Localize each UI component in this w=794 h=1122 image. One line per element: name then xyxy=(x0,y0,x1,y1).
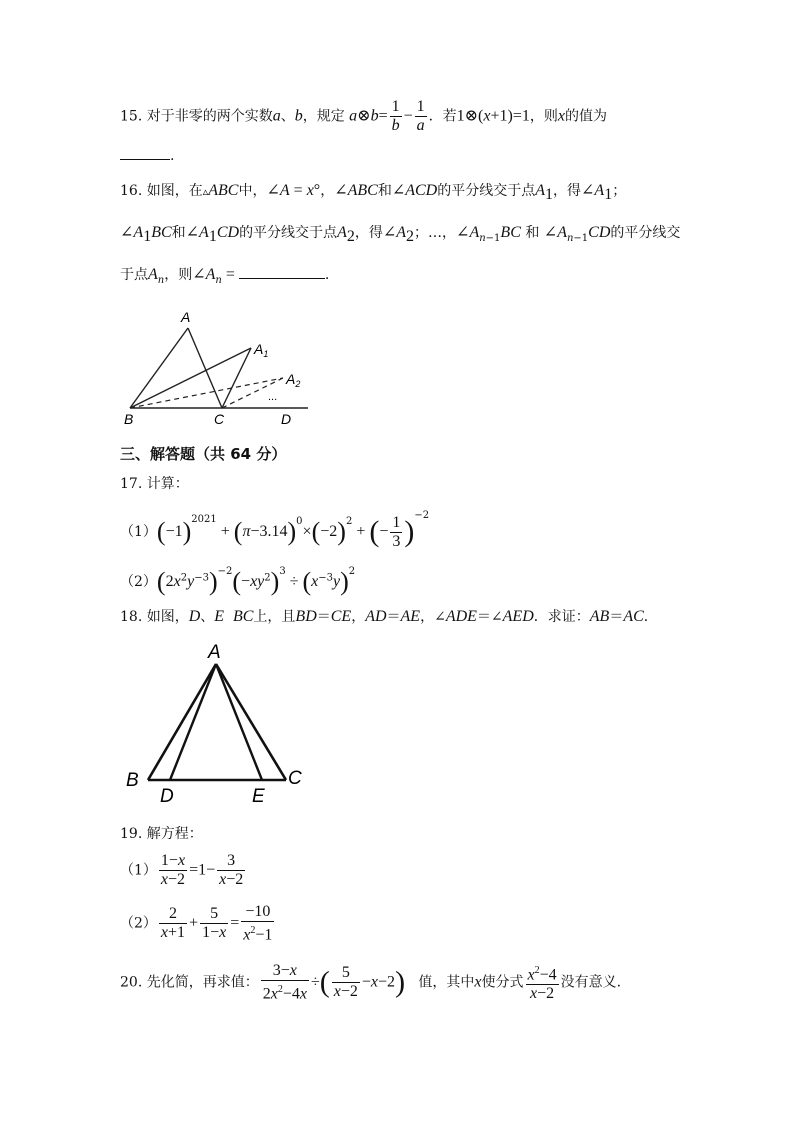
question-16-line-3: 于点$A_n$，则$\angle A_n$ = . xyxy=(120,266,330,286)
label-A: A xyxy=(208,642,221,663)
label-A: A xyxy=(181,309,191,325)
label-B: B xyxy=(124,411,134,427)
figure-16 xyxy=(118,300,318,430)
label-C: C xyxy=(288,768,302,789)
question-17-part-2: $(2)(2x^2y^{-3})^{-2}(-xy^2)^3 \div (x^{-3}y)^2$ xyxy=(120,566,356,596)
question-19-part-1: （1） $\frac{1-x}{x-2}$ =1− $\frac{3}{x-2}$ xyxy=(120,852,244,888)
question-19-part-2: （2） $\frac{2}{x+1}$ + $\frac{5}{1-x}$ = $\frac{-10}{x^2-1}$ xyxy=(120,903,273,944)
label-E: E xyxy=(252,786,265,807)
answer-blank-15: . xyxy=(120,148,174,164)
question-19: 19. 解方程： xyxy=(120,826,203,842)
question-17-part-1: $(1)(-1)^{2021} + (\pi-3.14)^0\times(-2)^2$ + (− $\frac{1}{3}$ )$^{-2}$ xyxy=(120,510,430,550)
question-20: 20. 先化简，再求值： $\frac{3-x}{2x^2-4x}$ ÷( $\frac{5}{x-2}$ −x−2) 值，其中x使分式 $\frac{x^2-4}{x-2}$ 没有意义. xyxy=(120,962,622,1003)
question-15: 15. 对于非零的两个实数a、b，规定 a⊗b= $\frac{1}{b}$ − $\frac{1}{a}$ ．若1⊗(x+1)=1，则x的值为 xyxy=(120,98,607,134)
fraction: $\frac{1}{a}$ xyxy=(416,98,425,134)
section-heading: 三、解答题（共 64 分） xyxy=(120,445,287,463)
question-16-line-1: 16. 如图，在▵ABC中，∠A = x°，∠ABC和∠ACD的平分线交于点$A_1$，得$\angle A_1$； xyxy=(120,182,627,203)
question-18: 18. 如图，D、E BC上，且BD＝CE，AD＝AE，∠ADE＝∠AED．求证：AB＝AC． xyxy=(120,608,658,625)
label-B: B xyxy=(126,770,139,791)
figure-18 xyxy=(120,636,320,811)
label-D: D xyxy=(281,411,292,427)
label-dots: ... xyxy=(268,391,278,403)
question-number: 15. xyxy=(120,108,143,125)
label-A1: $A_1$ xyxy=(254,341,269,359)
label-D: D xyxy=(160,786,174,807)
label-C: C xyxy=(214,411,225,427)
question-17: 17. 计算： xyxy=(120,476,189,492)
question-16-line-2: $\angle A_1BC$和$\angle A_1CD$的平分线交于点$A_2$，得$\angle A_2$；…，$\angle A_{n-1}BC$ 和 $\angle A_{n-1}CD$的平分线交 xyxy=(120,224,681,245)
label-A2: $A_2$ xyxy=(286,371,301,389)
fraction: $\frac{1}{b}$ xyxy=(391,98,400,134)
